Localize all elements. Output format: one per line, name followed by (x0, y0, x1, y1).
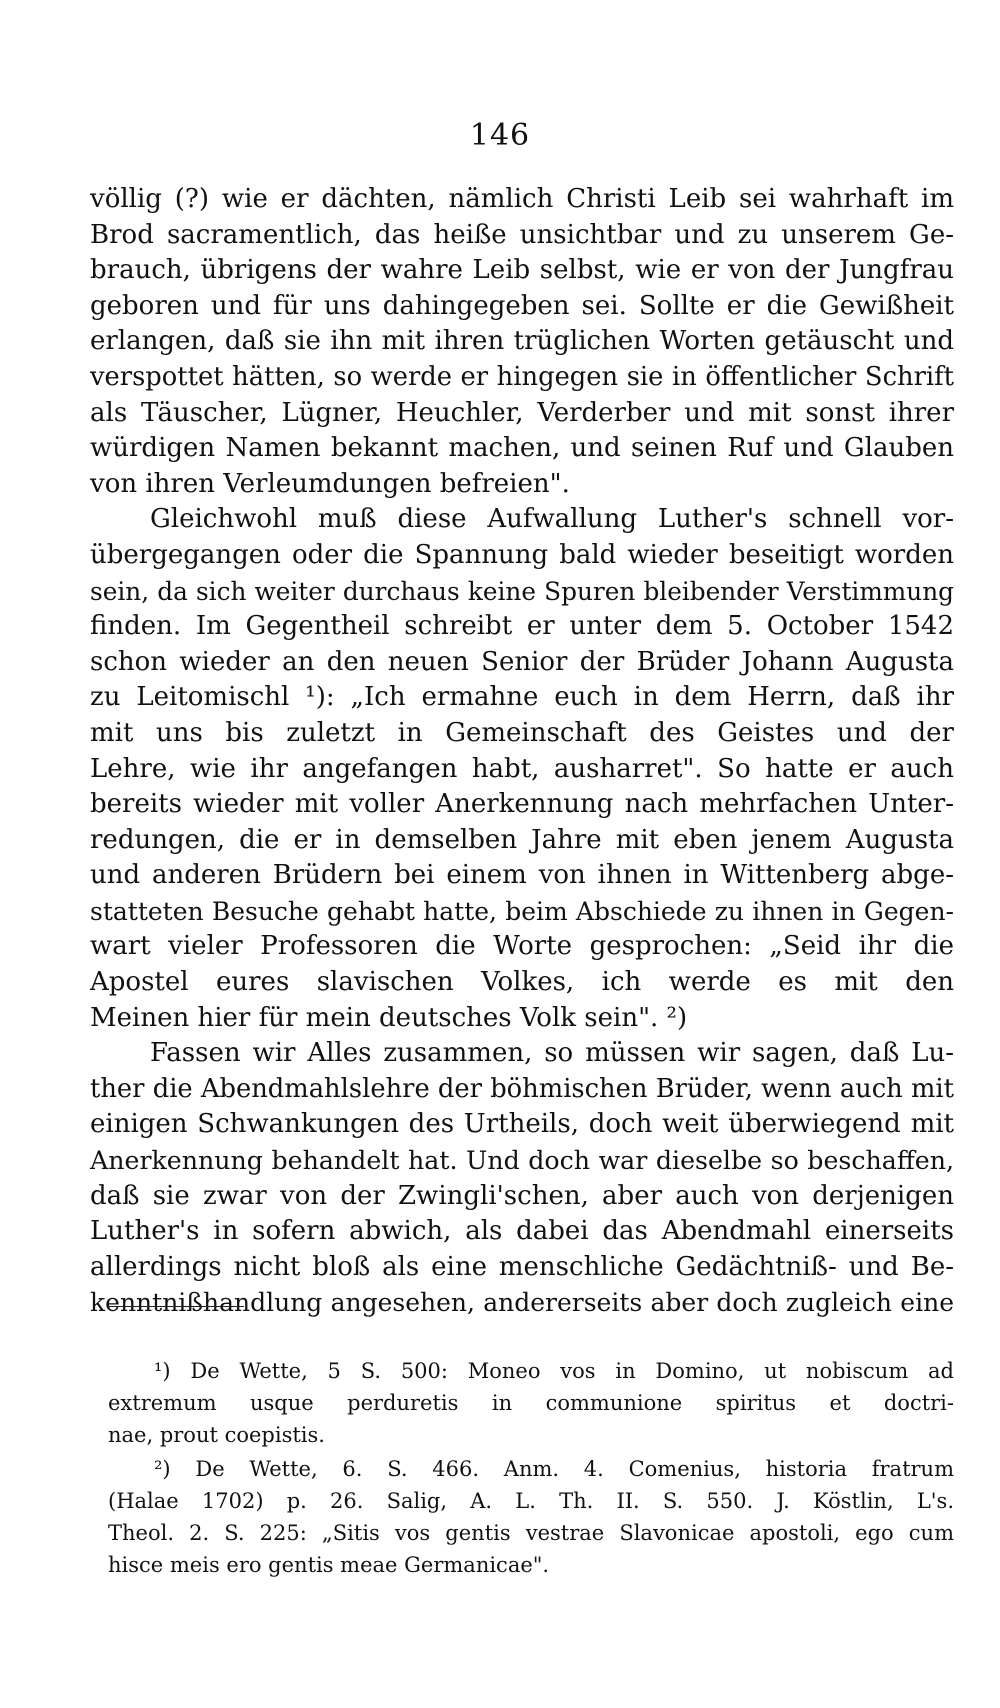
text-line: wart vieler Professoren die Worte gesprochen: „Seid ihr die (90, 931, 954, 962)
text-line: ther die Abendmahlslehre der böhmischen Brüder, wenn auch mit (90, 1073, 954, 1104)
text-line: zu Leitomischl ¹): „Ich ermahne euch in dem Herrn, daß ihr (90, 682, 954, 713)
text-line: verspottet hätten, so werde er hingegen sie in öffentlicher Schrift (90, 361, 954, 392)
footnote-line: ²) De Wette, 6. S. 466. Anm. 4. Comenius, historia fratrum (154, 1457, 954, 1481)
text-line: Gleichwohl muß diese Aufwallung Luther's schnell vor- (150, 504, 954, 535)
text-line: völlig (?) wie er dächten, nämlich Christi Leib sei wahrhaft im (90, 184, 954, 214)
footnote-line: nae, prout coepistis. (108, 1423, 325, 1447)
footnote-line: hisce meis ero gentis meae Germanicae". (108, 1553, 550, 1577)
text-line: Fassen wir Alles zusammen, so müssen wir sagen, daß Lu- (150, 1038, 954, 1069)
text-line: übergegangen oder die Spannung bald wieder beseitigt worden (90, 539, 954, 570)
text-line: schon wieder an den neuen Senior der Brüder Johann Augusta (90, 646, 954, 677)
text-line: würdigen Namen bekannt machen, und seinen Ruf und Glauben (90, 433, 954, 464)
text-line: Apostel eures slavischen Volkes, ich werde es mit den (90, 967, 954, 998)
text-line: sein, da sich weiter durchaus keine Spuren bleibender Verstimmung (90, 576, 954, 606)
footnote-line: ¹) De Wette, 5 S. 500: Moneo vos in Domino, ut nobiscum ad (154, 1359, 954, 1383)
text-line: statteten Besuche gehabt hatte, beim Abschiede zu ihnen in Gegen- (90, 896, 954, 926)
text-line: Luther's in sofern abwich, als dabei das Abendmahl einerseits (90, 1216, 954, 1247)
text-line: Anerkennung behandelt hat. Und doch war dieselbe so beschaffen, (90, 1146, 954, 1176)
text-line: daß sie zwar von der Zwingli'schen, aber auch von derjenigen (90, 1180, 954, 1211)
text-line: einigen Schwankungen des Urtheils, doch weit überwiegend mit (90, 1109, 954, 1140)
footnote-line: Theol. 2. S. 225: „Sitis vos gentis vestrae Slavonicae apostoli, ego cum (108, 1521, 954, 1545)
text-line: allerdings nicht bloß als eine menschliche Gedächtniß- und Be- (90, 1251, 954, 1282)
text-line: kenntnißhandlung angesehen, andererseits aber doch zugleich eine (90, 1288, 954, 1318)
text-line: brauch, übrigens der wahre Leib selbst, wie er von der Jungfrau (90, 255, 954, 286)
text-line: erlangen, daß sie ihn mit ihren trüglichen Worten getäuscht und (90, 326, 954, 357)
footnote-1 (108, 1355, 954, 1451)
text-line: geboren und für uns dahingegeben sei. Sollte er die Gewißheit (90, 290, 954, 321)
text-line: und anderen Brüdern bei einem von ihnen in Wittenberg abge- (90, 860, 954, 891)
main-text (90, 182, 954, 1321)
text-line: als Täuscher, Lügner, Heuchler, Verderber und mit sonst ihrer (90, 397, 954, 428)
text-line: finden. Im Gegentheil schreibt er unter dem 5. October 1542 (90, 611, 954, 642)
footnote-line: (Halae 1702) p. 26. Salig, A. L. Th. II. S. 550. J. Köstlin, L's. (108, 1489, 954, 1513)
footnote-line: extremum usque perduretis in communione spiritus et doctri- (108, 1391, 954, 1415)
text-line: Brod sacramentlich, das heiße unsichtbar und zu unserem Ge- (90, 219, 954, 250)
text-line: mit uns bis zuletzt in Gemeinschaft des Geistes und der (90, 717, 954, 748)
footnote-2 (108, 1453, 954, 1581)
footnote-divider (108, 1306, 244, 1307)
footnotes (108, 1355, 954, 1581)
text-line: bereits wieder mit voller Anerkennung nach mehrfachen Unter- (90, 789, 954, 820)
text-line: von ihren Verleumdungen befreien". (90, 468, 570, 499)
text-line: Lehre, wie ihr angefangen habt, ausharret". So hatte er auch (90, 753, 954, 784)
page-number: 146 (469, 118, 531, 153)
text-line: redungen, die er in demselben Jahre mit eben jenem Augusta (90, 824, 954, 855)
text-line: Meinen hier für mein deutsches Volk sein". ²) (90, 1002, 688, 1033)
